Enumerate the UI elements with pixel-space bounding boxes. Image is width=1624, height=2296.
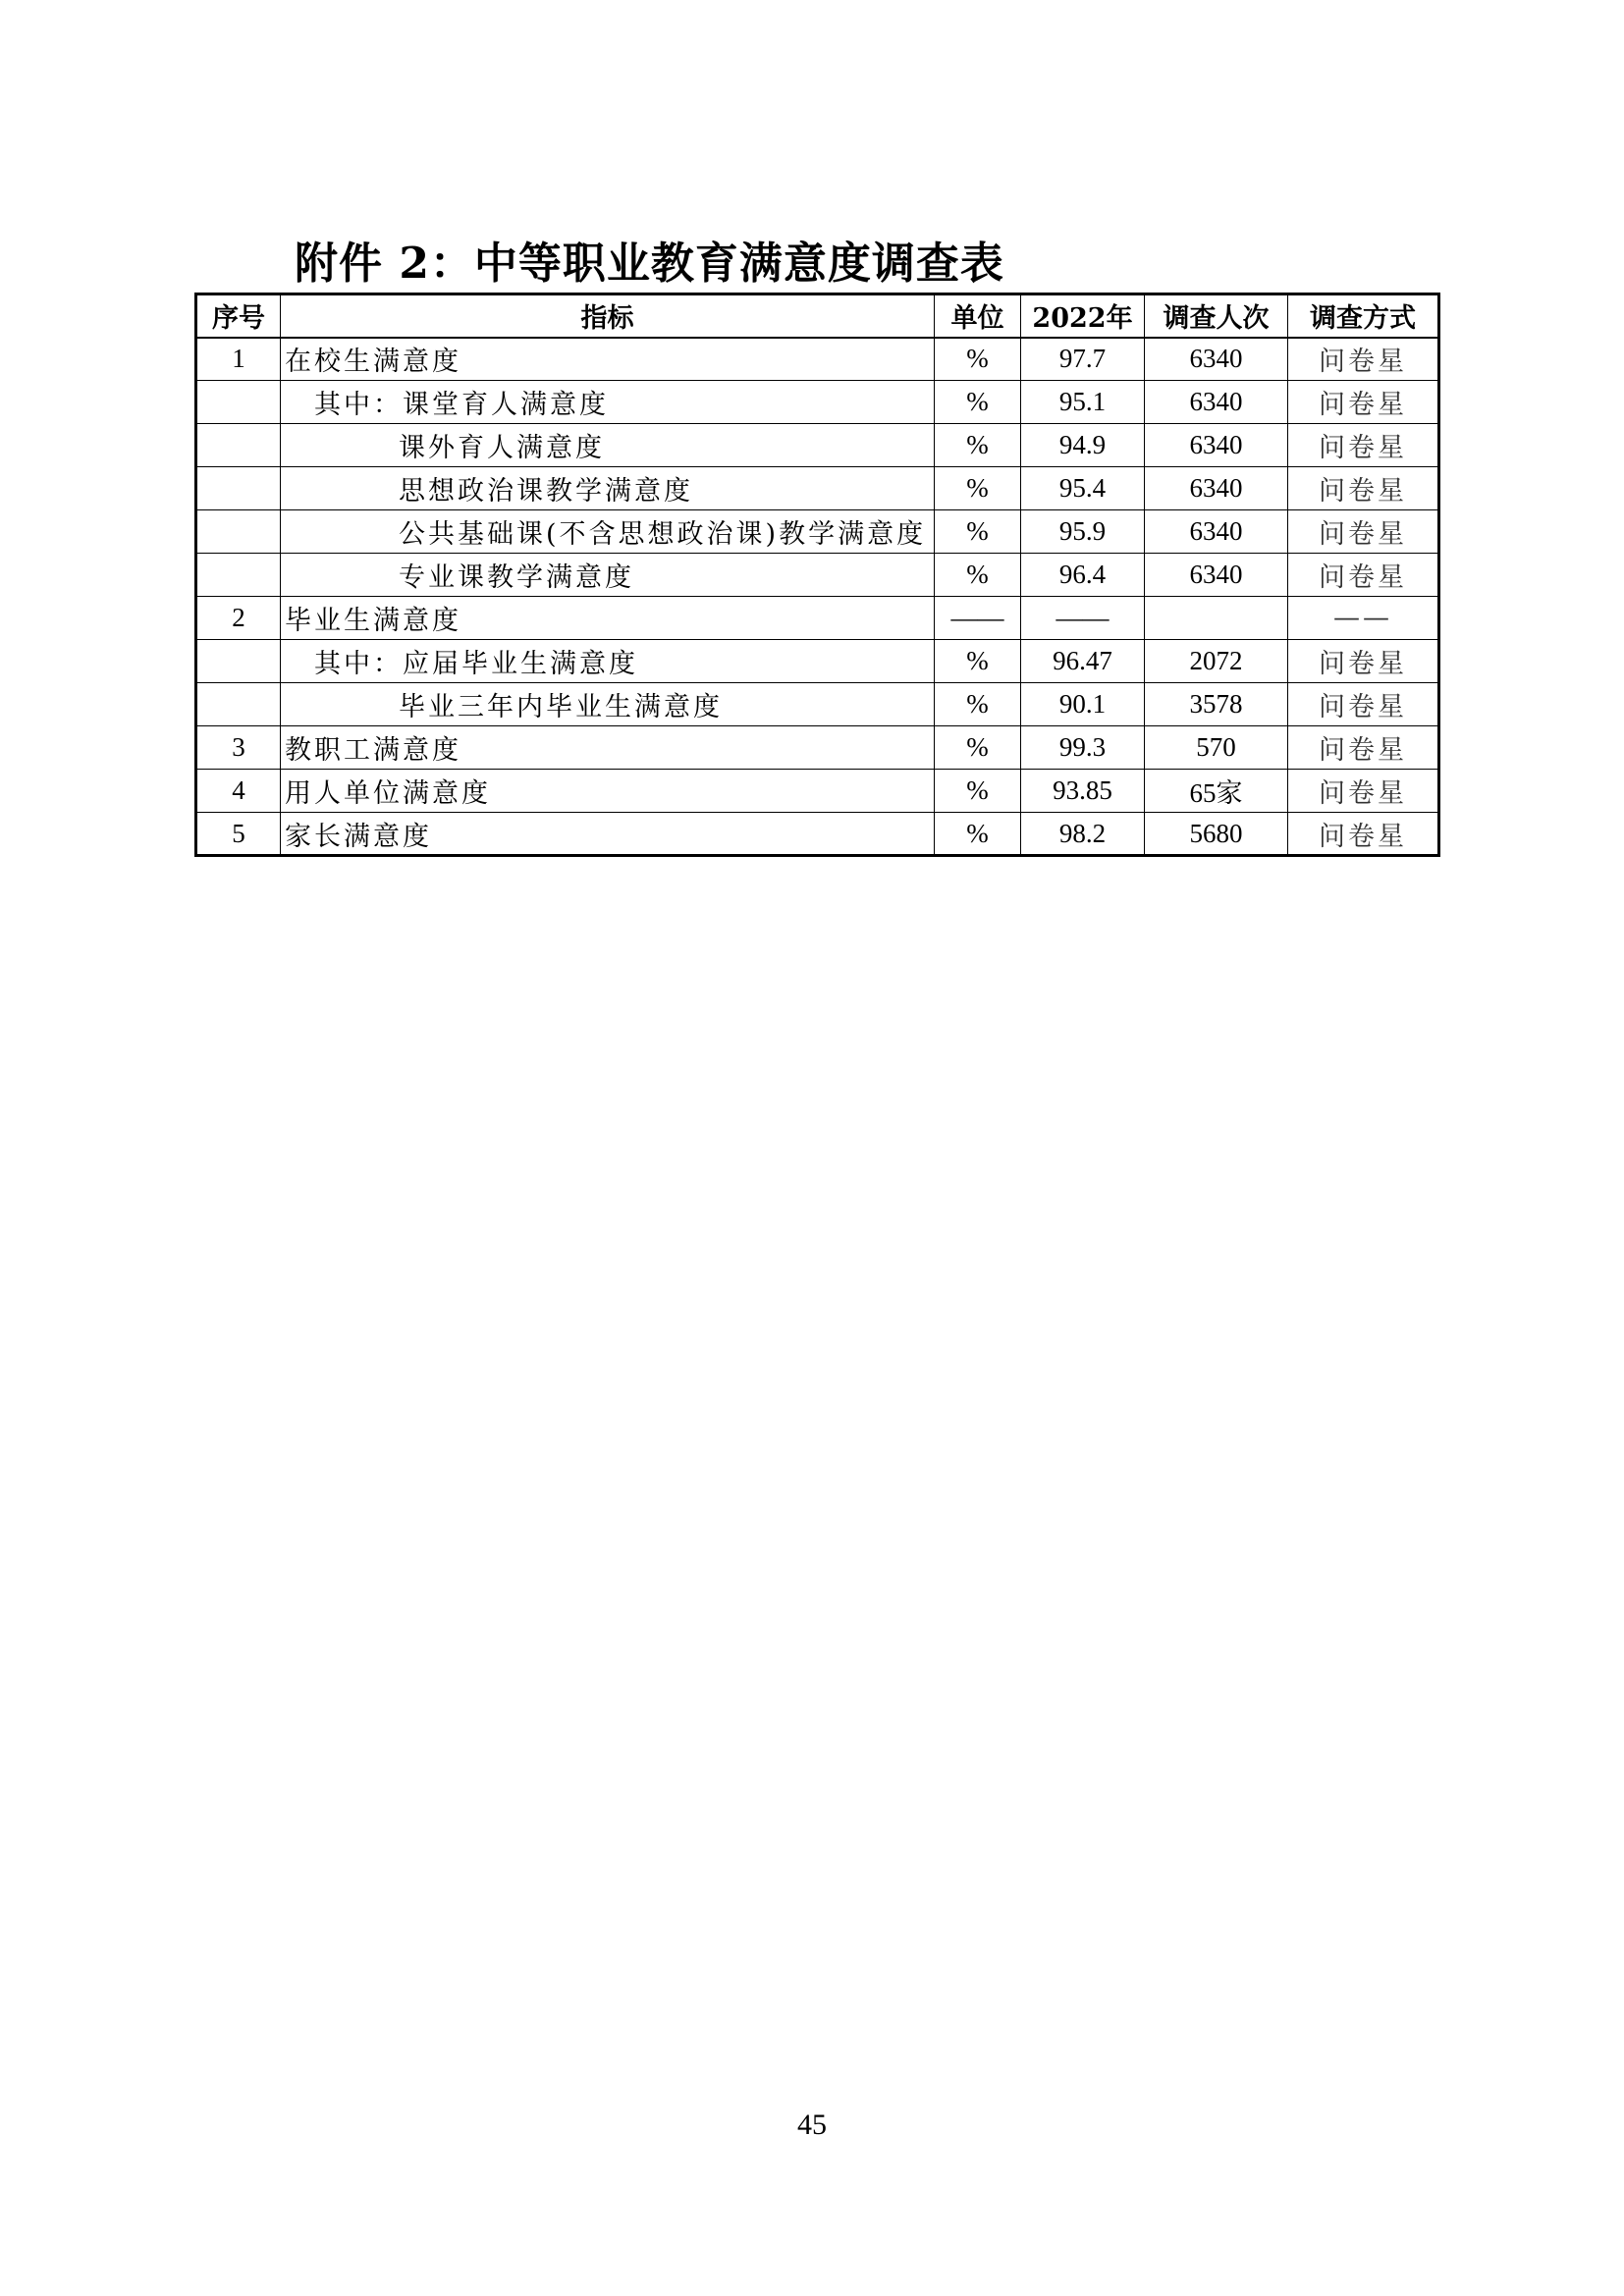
row-unit: % xyxy=(935,726,1021,770)
row-value: 95.4 xyxy=(1021,467,1145,510)
row-unit: —— xyxy=(935,597,1021,640)
row-survey-method: 问卷星 xyxy=(1288,726,1439,770)
header-seq: 序号 xyxy=(196,294,281,338)
satisfaction-survey-table xyxy=(194,293,1440,857)
row-unit: % xyxy=(935,640,1021,683)
row-survey-count: 6340 xyxy=(1145,510,1288,554)
row-survey-method: 问卷星 xyxy=(1288,683,1439,726)
row-survey-method: 问卷星 xyxy=(1288,467,1439,510)
row-survey-method: 问卷星 xyxy=(1288,770,1439,813)
row-survey-method: —— xyxy=(1288,597,1439,640)
row-indicator: 其中：课堂育人满意度 xyxy=(281,381,935,424)
header-unit: 单位 xyxy=(935,294,1021,338)
table-row xyxy=(196,424,1439,467)
row-indicator: 课外育人满意度 xyxy=(281,424,935,467)
row-seq: 3 xyxy=(196,726,281,770)
table-row xyxy=(196,554,1439,597)
row-seq xyxy=(196,640,281,683)
table-row xyxy=(196,467,1439,510)
table-body xyxy=(196,338,1439,856)
row-indicator: 在校生满意度 xyxy=(281,338,935,381)
row-survey-method: 问卷星 xyxy=(1288,424,1439,467)
row-seq xyxy=(196,554,281,597)
row-unit: % xyxy=(935,554,1021,597)
row-indicator: 用人单位满意度 xyxy=(281,770,935,813)
row-seq xyxy=(196,381,281,424)
row-value: 97.7 xyxy=(1021,338,1145,381)
row-indicator: 家长满意度 xyxy=(281,813,935,856)
row-value: 95.1 xyxy=(1021,381,1145,424)
header-survey-count: 调查人次 xyxy=(1145,294,1288,338)
row-indicator: 毕业三年内毕业生满意度 xyxy=(281,683,935,726)
row-unit: % xyxy=(935,510,1021,554)
row-seq xyxy=(196,424,281,467)
row-survey-count: 570 xyxy=(1145,726,1288,770)
row-survey-count: 6340 xyxy=(1145,338,1288,381)
row-survey-method: 问卷星 xyxy=(1288,813,1439,856)
row-seq: 1 xyxy=(196,338,281,381)
row-unit: % xyxy=(935,683,1021,726)
table-row xyxy=(196,381,1439,424)
row-value: 96.4 xyxy=(1021,554,1145,597)
row-indicator: 公共基础课(不含思想政治课)教学满意度 xyxy=(281,510,935,554)
row-value: 93.85 xyxy=(1021,770,1145,813)
row-survey-method: 问卷星 xyxy=(1288,640,1439,683)
header-year: 2022年 xyxy=(1021,294,1145,338)
row-survey-method: 问卷星 xyxy=(1288,381,1439,424)
header-survey-method: 调查方式 xyxy=(1288,294,1439,338)
row-seq: 2 xyxy=(196,597,281,640)
row-survey-count: 6340 xyxy=(1145,467,1288,510)
row-seq: 4 xyxy=(196,770,281,813)
table-row xyxy=(196,640,1439,683)
table-row xyxy=(196,726,1439,770)
row-survey-count: 6340 xyxy=(1145,424,1288,467)
table-row xyxy=(196,683,1439,726)
table-header-row xyxy=(196,294,1439,338)
page-number: 45 xyxy=(797,2109,827,2141)
row-survey-count: 65家 xyxy=(1145,770,1288,813)
row-survey-count: 5680 xyxy=(1145,813,1288,856)
row-value: 95.9 xyxy=(1021,510,1145,554)
row-unit: % xyxy=(935,467,1021,510)
row-indicator: 思想政治课教学满意度 xyxy=(281,467,935,510)
table-row xyxy=(196,813,1439,856)
row-survey-method: 问卷星 xyxy=(1288,554,1439,597)
row-indicator: 其中：应届毕业生满意度 xyxy=(281,640,935,683)
row-survey-count: 6340 xyxy=(1145,554,1288,597)
row-indicator: 毕业生满意度 xyxy=(281,597,935,640)
table-row xyxy=(196,770,1439,813)
row-seq xyxy=(196,683,281,726)
row-survey-method: 问卷星 xyxy=(1288,510,1439,554)
row-unit: % xyxy=(935,424,1021,467)
row-indicator: 专业课教学满意度 xyxy=(281,554,935,597)
row-survey-count: 6340 xyxy=(1145,381,1288,424)
row-value: 98.2 xyxy=(1021,813,1145,856)
row-unit: % xyxy=(935,381,1021,424)
row-survey-count: 2072 xyxy=(1145,640,1288,683)
row-value: —— xyxy=(1021,597,1145,640)
row-indicator: 教职工满意度 xyxy=(281,726,935,770)
page-title: 附件 2：中等职业教育满意度调查表 xyxy=(295,239,1004,289)
table-row xyxy=(196,338,1439,381)
table-row xyxy=(196,510,1439,554)
header-indicator: 指标 xyxy=(281,294,935,338)
row-value: 96.47 xyxy=(1021,640,1145,683)
row-value: 94.9 xyxy=(1021,424,1145,467)
row-survey-count xyxy=(1145,597,1288,640)
row-seq xyxy=(196,467,281,510)
row-seq: 5 xyxy=(196,813,281,856)
row-unit: % xyxy=(935,813,1021,856)
row-value: 90.1 xyxy=(1021,683,1145,726)
row-value: 99.3 xyxy=(1021,726,1145,770)
row-unit: % xyxy=(935,770,1021,813)
row-survey-method: 问卷星 xyxy=(1288,338,1439,381)
row-survey-count: 3578 xyxy=(1145,683,1288,726)
table-row xyxy=(196,597,1439,640)
row-unit: % xyxy=(935,338,1021,381)
row-seq xyxy=(196,510,281,554)
